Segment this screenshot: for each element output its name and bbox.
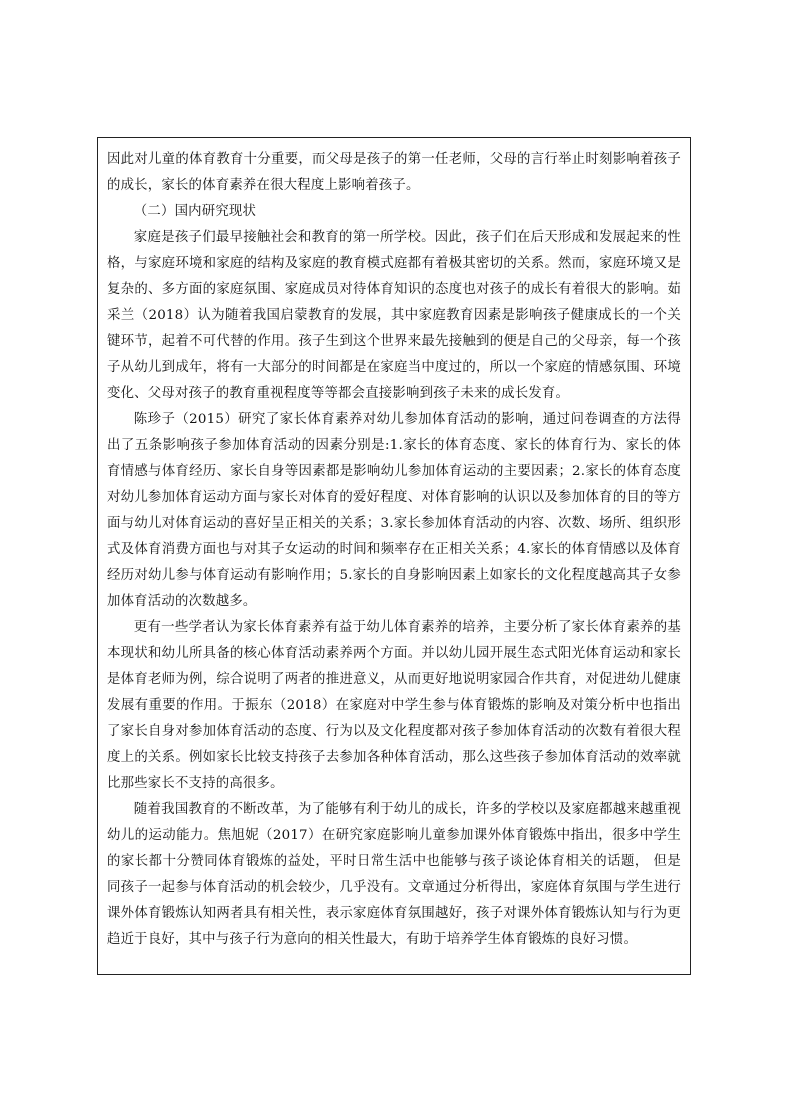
paragraph-chen-study: 陈珍子（2015）研究了家长体育素养对幼儿参加体育活动的影响，通过问卷调查的方法得出了五条影响孩子参加体育活动的因素分别是:1.家长的体育态度、家长的体育行为、家长的体育情感与体育经历、家长自身等因素都是影响幼儿参加体育运动的主要因素；2.家长的体育态度对幼儿参加体育运动方面与家长对体育的爱好程度、对体育影响的认识以及参加体育的目的等方面与幼儿对体育运动的喜好呈正相关的关系；3.家长参加体育活动的内容、次数、场所、组织形式及体育消费方面也与对其子女运动的时间和频率存在正相关关系；4.家长的体育情感以及体育经历对幼儿参与体育运动有影响作用；5.家长的自身影响因素上如家长的文化程度越高其子女参加体育活动的次数越多。 — [107, 412, 681, 609]
paragraph-scholars: 更有一些学者认为家长体育素养有益于幼儿体育素养的培养，主要分析了家长体育素养的基本现状和幼儿所具备的核心体育活动素养两个方面。并以幼儿园开展生态式阳光体育运动和家长是体育老师为例，综合说明了两者的推进意义，从而更好地说明家园合作共育，对促进幼儿健康发展有重要的作用。于振东（2018）在家庭对中学生参与体育锻炼的影响及对策分析中也指出了家长自身对参加体育活动的态度、行为以及文化程度都对孩子参加体育活动的次数有着很大程度上的关系。例如家长比较支持孩子去参加各种体育活动，那么这些孩子参加体育活动的效率就比那些家长不支持的高很多。 — [107, 620, 681, 791]
document-frame — [97, 137, 691, 975]
paragraph-intro: 因此对儿童的体育教育十分重要，而父母是孩子的第一任老师，父母的言行举止时刻影响着孩子的成长，家长的体育素养在很大程度上影响着孩子。 — [107, 152, 681, 193]
section-heading: （二）国内研究现状 — [133, 204, 257, 219]
paragraph-family-environment: 家庭是孩子们最早接触社会和教育的第一所学校。因此，孩子们在后天形成和发展起来的性格，与家庭环境和家庭的结构及家庭的教育模式庭都有着极其密切的关系。然而，家庭环境又是复杂的、多方面的家庭氛围、家庭成员对待体育知识的态度也对孩子的成长有着很大的影响。茹采兰（2018）认为随着我国启蒙教育的发展，其中家庭教育因素是影响孩子健康成长的一个关键环节，起着不可代替的作用。孩子生到这个世界来最先接触到的便是自己的父母亲，每一个孩子从幼儿到成年，将有一大部分的时间都是在家庭当中度过的，所以一个家庭的情感氛围、环境变化、父母对孩子的教育重视程度等等都会直接影响到孩子未来的成长发育。 — [107, 230, 681, 401]
paragraph-reform: 随着我国教育的不断改革，为了能够有利于幼儿的成长，许多的学校以及家庭都越来越重视幼儿的运动能力。焦旭妮（2017）在研究家庭影响儿童参加课外体育锻炼中指出，很多中学生的家长都十分赞同体育锻炼的益处，平时日常生活中也能够与孩子谈论体育相关的话题， 但是同孩子一起参与体育活动的机会较少，几乎没有。文章通过分析得出，家庭体育氛围与学生进行课外体育锻炼认知两者具有相关性，表示家庭体育氛围越好，孩子对课外体育锻炼认知与行为更趋近于良好，其中与孩子行为意向的相关性最大，有助于培养学生体育锻炼的良好习惯。 — [107, 802, 681, 947]
